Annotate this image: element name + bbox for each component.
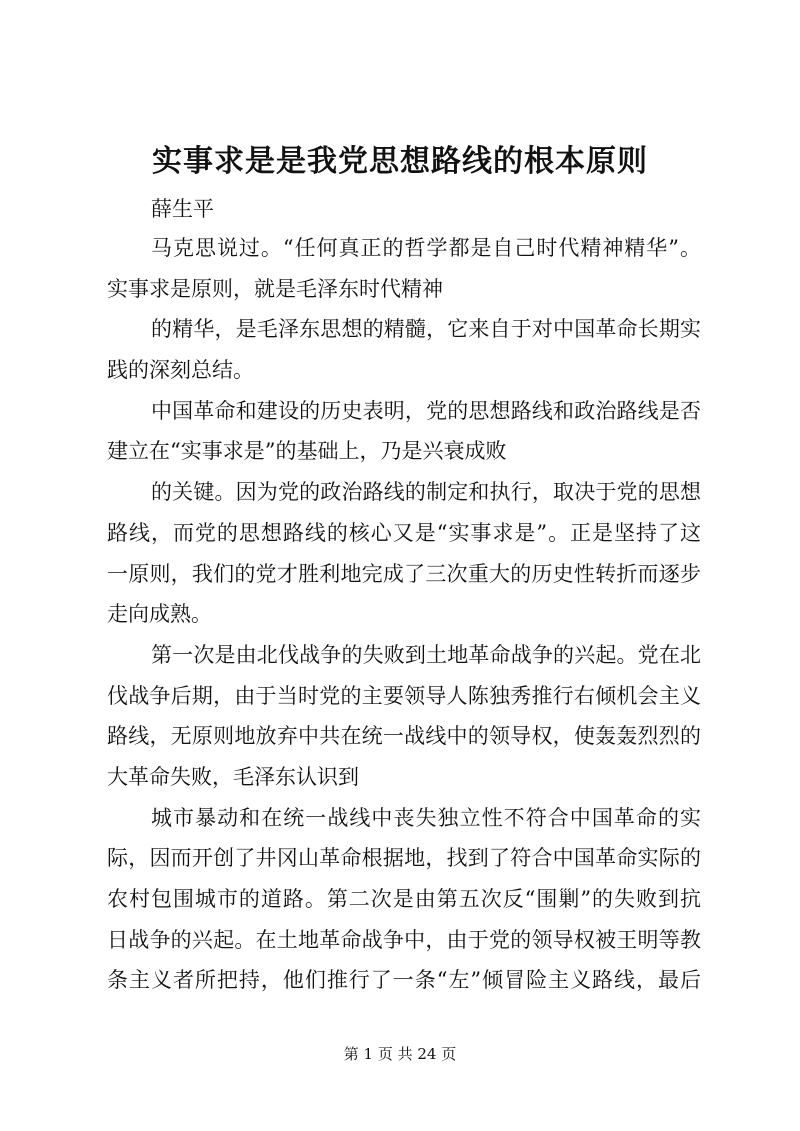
paragraph-line: 走向成熟。	[107, 602, 212, 627]
paragraph-line: 路线，无原则地放弃中共在统一战线中的领导权，使轰轰烈烈的	[107, 724, 701, 749]
paragraph-line: 条主义者所把持，他们推行了一条“左”倾冒险主义路线，最后	[107, 968, 701, 993]
paragraph-line: 农村包围城市的道路。第二次是由第五次反“围剿”的失败到抗	[107, 887, 701, 911]
page-number-footer: 第 1 页 共 24 页	[343, 1045, 457, 1063]
paragraph-line: 第一次是由北伐战争的失败到土地革命战争的兴起。党在北	[151, 642, 701, 667]
paragraph-line: 践的深刻总结。	[107, 358, 254, 383]
paragraph-line: 的精华，是毛泽东思想的精髓，它来自于对中国革命长期实	[151, 317, 701, 342]
paragraph-line: 城市暴动和在统一战线中丧失独立性不符合中国革命的实	[151, 805, 701, 830]
paragraph-line: 伐战争后期，由于当时党的主要领导人陈独秀推行右倾机会主义	[107, 683, 701, 708]
paragraph-line: 马克思说过。“任何真正的哲学都是自己时代精神精华”。	[151, 236, 701, 260]
paragraph-line: 大革命失败，毛泽东认识到	[107, 764, 359, 789]
paragraph-line: 际，因而开创了井冈山革命根据地，找到了符合中国革命实际的	[107, 846, 701, 871]
paragraph-line: 日战争的兴起。在土地革命战争中，由于党的领导权被王明等教	[107, 927, 701, 952]
paragraph-line: 路线，而党的思想路线的核心又是“实事求是”。正是坚持了这	[107, 520, 701, 545]
paragraph-line: 一原则，我们的党才胜利地完成了三次重大的历史性转折而逐步	[107, 561, 701, 586]
document-author: 薛生平	[151, 197, 214, 221]
paragraph-line: 中国革命和建设的历史表明，党的思想路线和政治路线是否	[151, 398, 701, 423]
document-title: 实事求是是我党思想路线的根本原则	[152, 144, 648, 179]
paragraph-line: 建立在“实事求是”的基础上，乃是兴衰成败	[107, 439, 507, 464]
paragraph-line: 实事求是原则，就是毛泽东时代精神	[107, 276, 443, 301]
paragraph-line: 的关键。因为党的政治路线的制定和执行，取决于党的思想	[151, 480, 701, 505]
document-body	[107, 228, 701, 1001]
